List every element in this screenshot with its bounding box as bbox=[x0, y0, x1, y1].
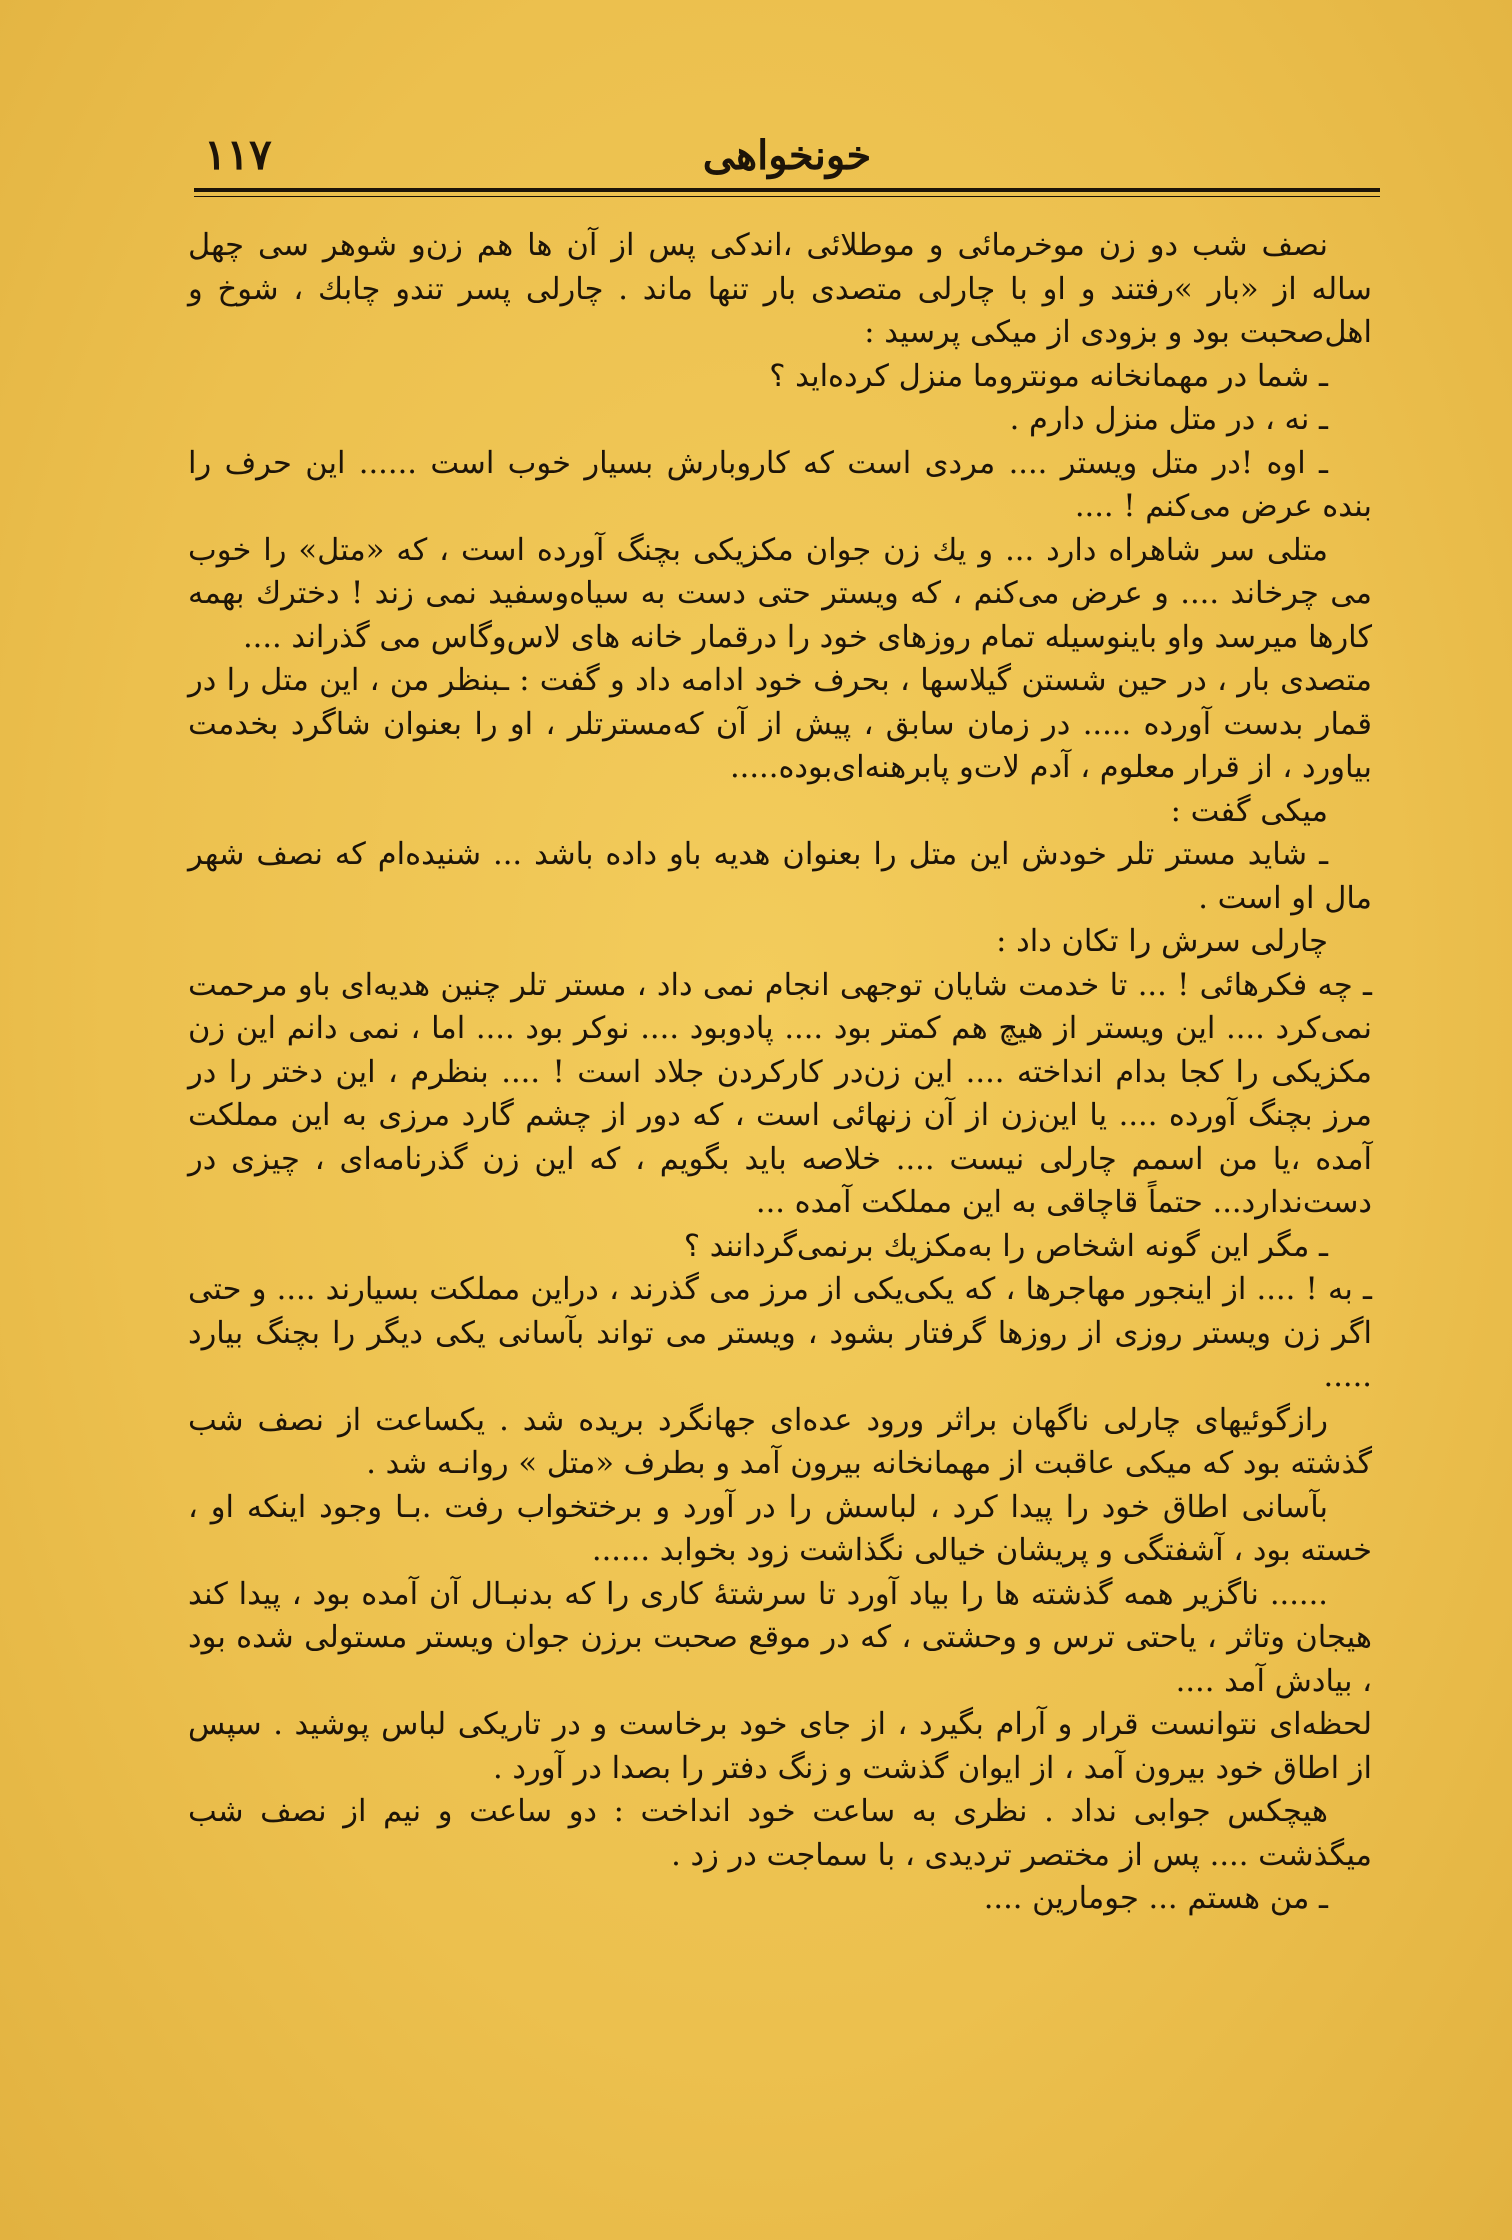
paragraph: هیچکس جوابی نداد . نظری به ساعت خود انداخت : دو ساعت و نیم از نصف شب میگذشت .... پس از مختصر تردیدی ، با سماجت در زد . bbox=[188, 1794, 1372, 1873]
paragraph: چارلی سرش را تکان داد : bbox=[996, 924, 1328, 959]
paragraph: ـ چه فکرهائی ! ... تا خدمت شایان توجهی انجام نمی داد ، مستر تلر چنین هدیه‌ای باو مرحمت نمی‌کرد .... این ویستر از هیچ هم کمتر بود .... پادوبود .... نوکر بود .... اما ، نمی دانم این زن مکزیکی را کجا بدام انداخته .... این زن‌در کارکردن جلاد است ! .... بنظرم ، این دختر را در مرز بچنگ آورده .... یا این‌زن از آن زنهائی است ، که دور از چشم گارد مرزی به این مملکت آمده ،یا من اسمم چارلی نیست .... خلاصه باید بگویم ، که این زن گذرنامه‌ای ، چیزی در دست‌ندارد... حتماً قاچاقی به این مملکت آمده ... bbox=[188, 967, 1372, 1220]
paragraph: متلی سر شاهراه دارد ... و يك زن جوان مکزیکی بچنگ آورده است ، که «متل» را خوب می چرخاند .... و عرض می‌کنم ، که ویستر حتی دست به سیاه‌وسفید نمی زند ! دخترك بهمه کارها میرسد واو باینوسیله تمام روزهای خود را درقمار خانه های لاس‌وگاس می گذراند .... bbox=[188, 532, 1372, 655]
header-rule-thin bbox=[194, 196, 1380, 197]
paragraph: ـ من هستم ... جومارین .... bbox=[983, 1881, 1328, 1916]
paragraph: ـ نه ، در متل منزل دارم . bbox=[1009, 402, 1328, 437]
header-rule bbox=[194, 188, 1380, 192]
paragraph: رازگوئیهای چارلی ناگهان براثر ورود عده‌ای جهانگرد بریده شد . یکساعت از نصف شب گذشته بود که میکی عاقبت از مهمانخانه بیرون آمد و بطرف «متل » روانـه شد . bbox=[188, 1402, 1372, 1481]
paragraph: ـ اوه !در متل ویستر .... مردی است که کاروبارش بسیار خوب است ...... این حرف را بنده عرض می‌کنم ! .... bbox=[188, 445, 1372, 524]
page-title: خونخواهی bbox=[702, 132, 872, 179]
paragraph: نصف شب دو زن موخرمائی و موطلائی ،اندکی پس از آن ها هم زن‌و شوهر سی چهل ساله از «بار »رفتند و او با چارلی متصدی بار تنها ماند . چارلی پسر تندو چابك ، شوخ و اهل‌صحبت بود و بزودی از میکی پرسید : bbox=[188, 228, 1372, 350]
paragraph: ...... ناگزیر همه گذشته ها را بیاد آورد تا سرشتهٔ کاری را که بدنبـال آن آمده بود ، پیدا کند هیجان وتاثر ، یاحتی ترس و وحشتی ، که در موقع صحبت برزن جوان ویستر مستولی شده بود ، بیادش آمد .... bbox=[188, 1576, 1372, 1699]
paragraph: بآسانی اطاق خود را پیدا کرد ، لباسش را در آورد و برختخواب رفت .بـا وجود اینکه او ، خسته بود ، آشفتگی و پریشان خیالی نگذاشت زود بخوابد ...... bbox=[188, 1489, 1372, 1568]
body-text bbox=[188, 224, 1372, 2224]
page-number: ۱۱۷ bbox=[204, 130, 272, 179]
paragraph: ـ مگر این گونه اشخاص را به‌مکزیك برنمی‌گردانند ؟ bbox=[683, 1228, 1328, 1264]
paragraph: لحظه‌ای نتوانست قرار و آرام بگیرد ، از جای خود برخاست و در تاریکی لباس پوشید . سپس از اطاق خود بیرون آمد ، از ایوان گذشت و زنگ دفتر را بصدا در آورد . bbox=[188, 1707, 1372, 1786]
paragraph: ـ شاید مستر تلر خودش این متل را بعنوان هدیه باو داده باشد ... شنیده‌ام که نصف شهر مال او است . bbox=[188, 837, 1372, 916]
paragraph: متصدی بار ، در حین شستن گیلاسها ، بحرف خود ادامه داد و گفت : ـبنظر من ، این متل را در قمار بدست آورده ..... در زمان سابق ، پیش از آن که‌مسترتلر ، او را بعنوان شاگرد بخدمت بیاورد ، از قرار معلوم ، آدم لات‌و پابرهنه‌ای‌بوده..... bbox=[188, 663, 1372, 785]
paragraph: ـ شما در مهمانخانه مونتروما منزل کرده‌اید ؟ bbox=[769, 358, 1328, 394]
paragraph: میکی گفت : bbox=[1170, 793, 1328, 829]
paragraph: ـ به ! .... از اینجور مهاجرها ، که یکی‌یکی از مرز می گذرند ، دراین مملکت بسیارند .... و حتی اگر زن ویستر روزی از روزها گرفتار بشود ، ویستر می تواند بآسانی یکی دیگر را بچنگ بیارد ..... bbox=[188, 1272, 1372, 1394]
running-header bbox=[196, 120, 1378, 190]
